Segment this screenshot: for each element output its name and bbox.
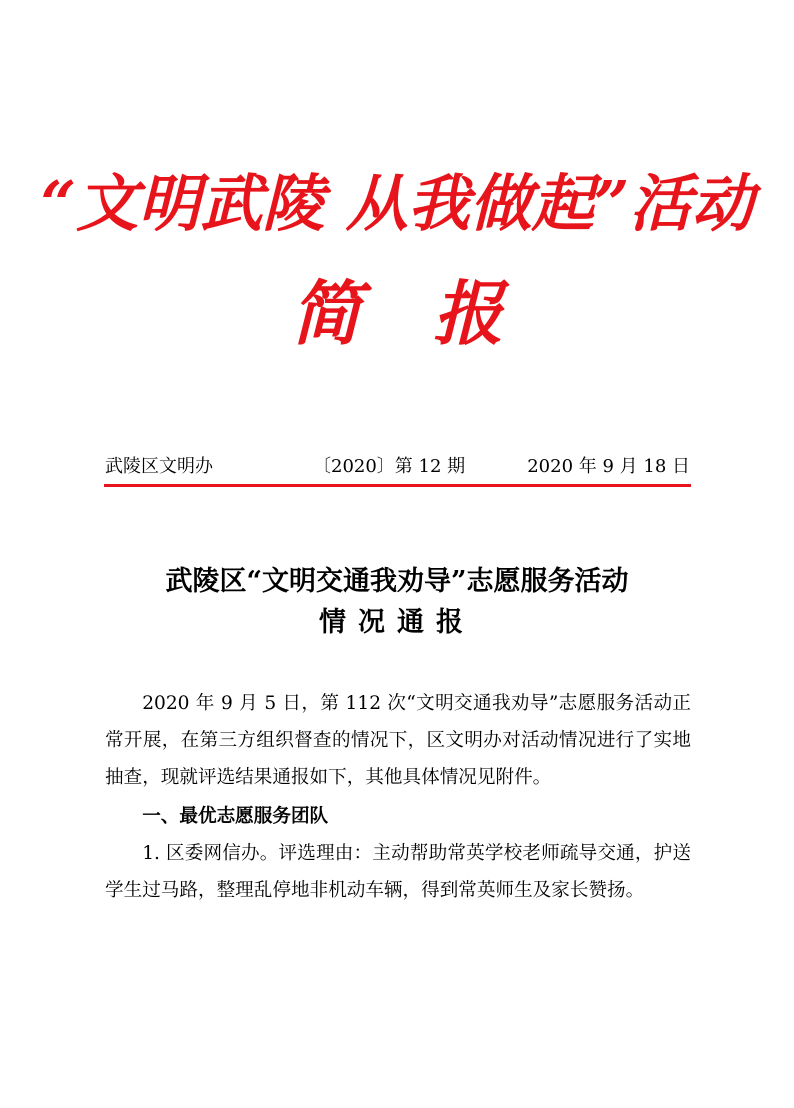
- item-paragraph: 1. 区委网信办。评选理由：主动帮助常英学校老师疏导交通，护送学生过马路，整理乱停地非机动车辆，得到常英师生及家长赞扬。: [105, 843, 691, 901]
- masthead-subtitle: [0, 272, 794, 356]
- issuer: 武陵区文明办: [105, 456, 213, 477]
- document-title-line2: 情况通报: [319, 607, 475, 638]
- red-divider: [104, 484, 691, 487]
- issue-info-row: [105, 455, 690, 479]
- document-body: [105, 685, 691, 909]
- masthead-title: “文明武陵 从我做起”活动: [40, 167, 754, 240]
- intro-paragraph: 2020 年 9 月 5 日，第 112 次“文明交通我劝导”志愿服务活动正常开展，在第三方组织督查的情况下，区文明办对活动情况进行了实地抽查，现就评选结果通报如下，其他具体情况见附件。: [105, 693, 691, 788]
- masthead-subtitle-char-1: 简: [291, 272, 361, 355]
- issue-number: 〔2020〕第 12 期: [313, 456, 466, 477]
- issue-date: 2020 年 9 月 18 日: [527, 456, 690, 477]
- masthead-subtitle-char-2: 报: [433, 272, 503, 355]
- section-heading: 一、最优志愿服务团队: [142, 806, 329, 827]
- document-title: 武陵区“文明交通我劝导”志愿服务活动: [165, 566, 629, 597]
